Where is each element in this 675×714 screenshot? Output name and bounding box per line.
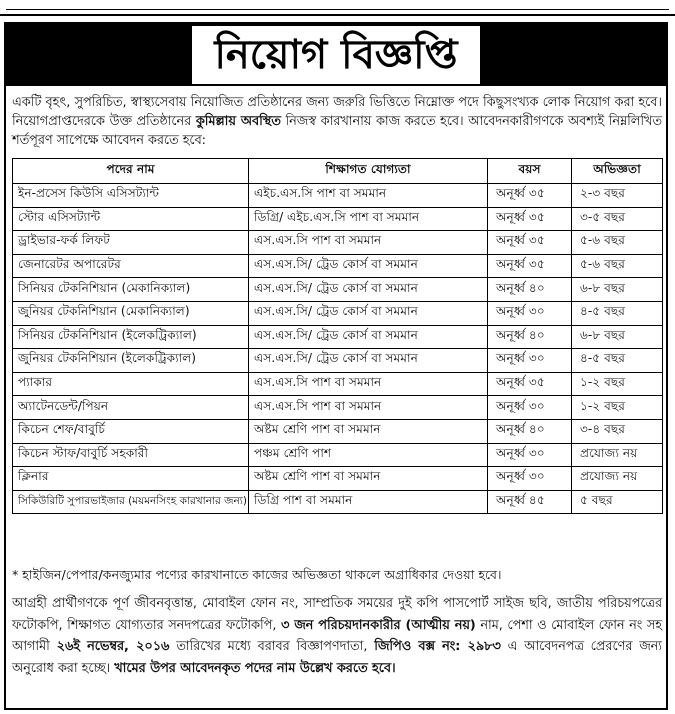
cell-qualification: এস.এস.সি পাশ বা সমমান [249, 372, 488, 396]
cell-experience: ৫-৬ বছর [572, 231, 663, 255]
instructions-text-1: আগ্রহী প্রার্থীগণকে পূর্ণ জীবনবৃত্তান্ত, মোবাইল ফোন নং, সাম্প্রতিক সময়ের দুই কপি পাসপোর্ট সাইজ ছবি, জাতীয় পরিচয়পত্রের ফটোকপি, শিক্ষাগত যোগ্যতার সনদপত্রের ফটোকপি, [12, 596, 662, 633]
cell-experience: ৬-৮ বছর [572, 278, 663, 302]
cell-age: অনূর্ধ্ব ৩৫ [488, 372, 572, 396]
table-row [13, 325, 663, 349]
cell-age: অনূর্ধ্ব ৪৫ [488, 490, 572, 514]
cell-position: প্যাকার [13, 372, 249, 396]
cell-position: কিচেন শেফ/বাবুর্চি [13, 419, 249, 443]
application-instructions [12, 593, 662, 679]
table-row [13, 254, 663, 278]
cell-age: অনূর্ধ্ব ৪০ [488, 419, 572, 443]
header-age: বয়স [488, 159, 572, 184]
header-qualification: শিক্ষাগত যোগ্যতা [249, 159, 488, 184]
top-border-rule [0, 0, 675, 16]
table-row [13, 490, 663, 514]
cell-experience: ৬-৮ বছর [572, 325, 663, 349]
instructions-envelope-note: খামের উপর আবেদনকৃত পদের নাম উল্লেখ করতে হবে। [114, 660, 396, 676]
instructions-text-3: তারিখের মধ্যে বরাবর বিজ্ঞাপণদাতা, [169, 639, 375, 654]
cell-age: অনূর্ধ্ব ৩৫ [488, 254, 572, 278]
cell-qualification: এস.এস.সি পাশ বা সমমান [249, 231, 488, 255]
table-row [13, 278, 663, 302]
cell-qualification: পঞ্চম শ্রেণি পাশ [249, 443, 488, 467]
priority-note: * হাইজিন/পেপার/কনজ্যুমার পণ্যের কারখানাতে কাজের অভিজ্ঞতা থাকলে অগ্রাধিকার দেওয়া হবে। [12, 567, 502, 582]
cell-qualification: এস.এস.সি/ ট্রেড কোর্স বা সমমান [249, 254, 488, 278]
table-row [13, 184, 663, 208]
cell-position: ড্রাইভার-ফর্ক লিফট [13, 231, 249, 255]
instructions-text-2: নাম, পেশা ও মোবাইল ফোন নং সহ আগামী [12, 617, 662, 654]
table-row [13, 231, 663, 255]
cell-qualification: এইচ.এস.সি পাশ বা সমমান [249, 184, 488, 208]
cell-age: অনূর্ধ্ব ৪০ [488, 278, 572, 302]
cell-qualification: এস.এস.সি/ ট্রেড কোর্স বা সমমান [249, 301, 488, 325]
table-header-row [13, 159, 663, 184]
title-plaque [190, 24, 481, 86]
table-row [13, 349, 663, 373]
table-row [13, 301, 663, 325]
cell-position: সিনিয়র টেকনিশিয়ান (ইলেকট্রিক্যাল) [13, 325, 249, 349]
cell-qualification: এস.এস.সি/ ট্রেড কোর্স বা সমমান [249, 278, 488, 302]
cell-experience: ১-২ বছর [572, 396, 663, 420]
cell-experience: ৩-৪ বছর [572, 419, 663, 443]
title-banner [6, 24, 666, 86]
cell-age: অনূর্ধ্ব ৩৫ [488, 231, 572, 255]
instructions-deadline: ২৬ই নভেম্বর, ২০১৬ [56, 639, 170, 654]
header-experience: অভিজ্ঞতা [572, 159, 663, 184]
table-row [13, 207, 663, 231]
cell-position: সিকিউরিটি সুপারভাইজার (ময়মনসিংহ কারখানার জন্য) [13, 490, 249, 514]
cell-qualification: এস.এস.সি পাশ বা সমমান [249, 396, 488, 420]
cell-position: ক্লিনার [13, 467, 249, 491]
header-position: পদের নাম [13, 159, 249, 184]
table-row [13, 443, 663, 467]
cell-experience: ৪-৫ বছর [572, 349, 663, 373]
instructions-referees: ৩ জন পরিচয়দানকারীর (আত্মীয় নয়) [280, 617, 476, 633]
cell-qualification: এস.এস.সি/ ট্রেড কোর্স বা সমমান [249, 349, 488, 373]
cell-experience: ৩-৫ বছর [572, 207, 663, 231]
cell-age: অনূর্ধ্ব ৩০ [488, 467, 572, 491]
cell-experience: ৪-৫ বছর [572, 301, 663, 325]
cell-age: অনূর্ধ্ব ৩৫ [488, 207, 572, 231]
table-row [13, 372, 663, 396]
cell-qualification: ডিগ্রি/ এইচ.এস.সি পাশ বা সমমান [249, 207, 488, 231]
intro-paragraph [12, 93, 662, 150]
cell-age: অনূর্ধ্ব ৩০ [488, 396, 572, 420]
cell-experience: ৫ বছর [572, 490, 663, 514]
cell-experience: ৫-৬ বছর [572, 254, 663, 278]
cell-position: জুনিয়র টেকনিশিয়ান (মেকানিক্যাল) [13, 301, 249, 325]
page-title: নিয়োগ বিজ্ঞপ্তি [214, 31, 458, 78]
cell-qualification: এস.এস.সি/ ট্রেড কোর্স বা সমমান [249, 325, 488, 349]
cell-position: কিচেন স্টাফ/বাবুর্চি সহকারী [13, 443, 249, 467]
table-row [13, 419, 663, 443]
cell-age: অনূর্ধ্ব ৩০ [488, 349, 572, 373]
cell-age: অনূর্ধ্ব ৪০ [488, 325, 572, 349]
cell-qualification: ডিগ্রি পাশ বা সমমান [249, 490, 488, 514]
instructions-text-4: এ আবেদনপত্র প্রেরণের জন্য অনুরোধ করা হচ্ছে। [12, 639, 662, 676]
table-row [13, 467, 663, 491]
cell-position: ইন-প্রসেস কিউসি এসিসট্যান্ট [13, 184, 249, 208]
instructions-gpo-box: জিপিও বক্স নং: ২৯৮৩ [374, 639, 501, 654]
cell-position: জেনারেটর অপারেটর [13, 254, 249, 278]
intro-text-1: একটি বৃহৎ, সুপরিচিত, স্বাস্থ্যসেবায় নিয়োজিত প্রতিষ্ঠানের জন্য জরুরি ভিত্তিতে নিম্নোক্ত পদে কিছুসংখ্যক লোক নিয়োগ করা হবে। নিয়োগপ্রাপ্তদেরকে উক্ত প্রতিষ্ঠানের [12, 95, 662, 129]
intro-location: কুমিল্লায় অবস্থিত [195, 114, 281, 129]
job-table [12, 158, 663, 514]
table-row [13, 396, 663, 420]
cell-position: স্টোর এসিসট্যান্ট [13, 207, 249, 231]
cell-age: অনূর্ধ্ব ৩৫ [488, 184, 572, 208]
cell-experience: প্রযোজ্য নয় [572, 443, 663, 467]
cell-qualification: অষ্টম শ্রেণি পাশ বা সমমান [249, 419, 488, 443]
cell-qualification: অষ্টম শ্রেণি পাশ বা সমমান [249, 467, 488, 491]
cell-age: অনূর্ধ্ব ৩০ [488, 301, 572, 325]
cell-experience: ২-৩ বছর [572, 184, 663, 208]
cell-experience: ১-২ বছর [572, 372, 663, 396]
cell-position: জুনিয়র টেকনিশিয়ান (ইলেকট্রিক্যাল) [13, 349, 249, 373]
cell-position: অ্যাটেনডেন্ট/পিয়ন [13, 396, 249, 420]
intro-text-2: নিজস্ব কারখানায় কাজ করতে হবে। আবেদনকারীগণকে অবশ্যই নিম্নলিখিত শর্তপূরণ সাপেক্ষে আবেদন করতে হবে: [12, 114, 663, 148]
cell-experience: প্রযোজ্য নয় [572, 467, 663, 491]
cell-age: অনূর্ধ্ব ৩০ [488, 443, 572, 467]
cell-position: সিনিয়র টেকনিশিয়ান (মেকানিক্যাল) [13, 278, 249, 302]
